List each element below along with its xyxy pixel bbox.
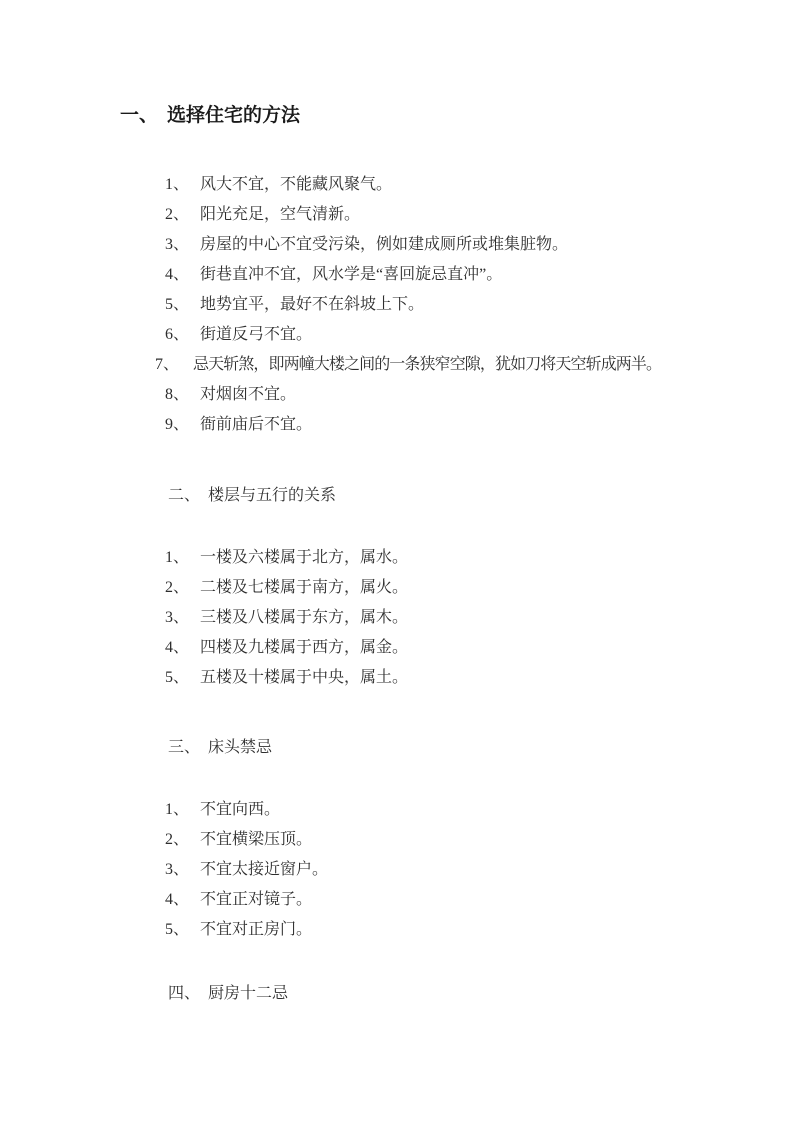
heading-text: 厨房十二忌 (208, 985, 289, 1002)
item-number: 6、 (165, 326, 190, 343)
list-item (165, 573, 408, 603)
item-text: 街巷直冲不宜，风水学是“喜回旋忌直冲”。 (200, 266, 503, 283)
item-number: 2、 (165, 831, 190, 848)
item-text: 不宜向西。 (200, 801, 281, 818)
heading-text: 床头禁忌 (208, 739, 273, 756)
item-number: 3、 (165, 236, 190, 253)
item-number: 3、 (165, 609, 190, 626)
list-item (165, 410, 661, 440)
item-number: 2、 (165, 579, 190, 596)
item-text: 衙前庙后不宜。 (200, 416, 313, 433)
list-item (165, 320, 661, 350)
section3-list (165, 795, 328, 945)
list-item (155, 350, 661, 380)
section2-list (165, 543, 408, 693)
section3-heading (168, 733, 272, 763)
item-text: 不宜太接近窗户。 (200, 861, 329, 878)
item-number: 4、 (165, 639, 190, 656)
section4-heading (168, 979, 288, 1009)
list-item (165, 260, 661, 290)
item-text: 房屋的中心不宜受污染，例如建成厕所或堆集脏物。 (200, 236, 569, 253)
heading-text: 楼层与五行的关系 (208, 487, 337, 504)
title-number: 一、 (120, 105, 159, 126)
item-text: 忌天斩煞，即两幢大楼之间的一条狭窄空隙，犹如刀将天空斩成两半。 (193, 356, 662, 373)
item-text: 二楼及七楼属于南方，属火。 (200, 579, 409, 596)
heading-number: 四、 (168, 985, 201, 1002)
list-item (165, 795, 328, 825)
title-text: 选择住宅的方法 (167, 105, 301, 126)
item-number: 9、 (165, 416, 190, 433)
list-item (165, 885, 328, 915)
list-item (165, 543, 408, 573)
list-item (165, 603, 408, 633)
list-item (165, 855, 328, 885)
item-text: 不宜横梁压顶。 (200, 831, 313, 848)
list-item (165, 380, 661, 410)
list-item (165, 230, 661, 260)
section2-heading (168, 481, 336, 511)
item-text: 街道反弓不宜。 (200, 326, 313, 343)
item-number: 4、 (165, 891, 190, 908)
item-text: 风大不宜，不能藏风聚气。 (200, 176, 393, 193)
item-number: 5、 (165, 921, 190, 938)
list-item (165, 290, 661, 320)
item-number: 5、 (165, 669, 190, 686)
item-number: 5、 (165, 296, 190, 313)
document-title (120, 103, 300, 129)
item-text: 不宜正对镜子。 (200, 891, 313, 908)
item-text: 地势宜平，最好不在斜坡上下。 (200, 296, 425, 313)
list-item (165, 633, 408, 663)
list-item (165, 825, 328, 855)
item-number: 1、 (165, 549, 190, 566)
list-item (165, 170, 661, 200)
item-number: 2、 (165, 206, 190, 223)
item-number: 1、 (165, 176, 190, 193)
item-number: 7、 (155, 356, 180, 373)
list-item (165, 663, 408, 693)
list-item (165, 915, 328, 945)
heading-number: 三、 (168, 739, 201, 756)
item-number: 8、 (165, 386, 190, 403)
heading-number: 二、 (168, 487, 201, 504)
item-text: 一楼及六楼属于北方，属水。 (200, 549, 409, 566)
item-number: 4、 (165, 266, 190, 283)
item-text: 不宜对正房门。 (200, 921, 313, 938)
item-text: 阳光充足，空气清新。 (200, 206, 361, 223)
item-text: 四楼及九楼属于西方，属金。 (200, 639, 409, 656)
item-text: 五楼及十楼属于中央，属土。 (200, 669, 409, 686)
item-text: 对烟囱不宜。 (200, 386, 297, 403)
list-item (165, 200, 661, 230)
item-text: 三楼及八楼属于东方，属木。 (200, 609, 409, 626)
item-number: 3、 (165, 861, 190, 878)
section1-list (155, 170, 662, 440)
item-number: 1、 (165, 801, 190, 818)
